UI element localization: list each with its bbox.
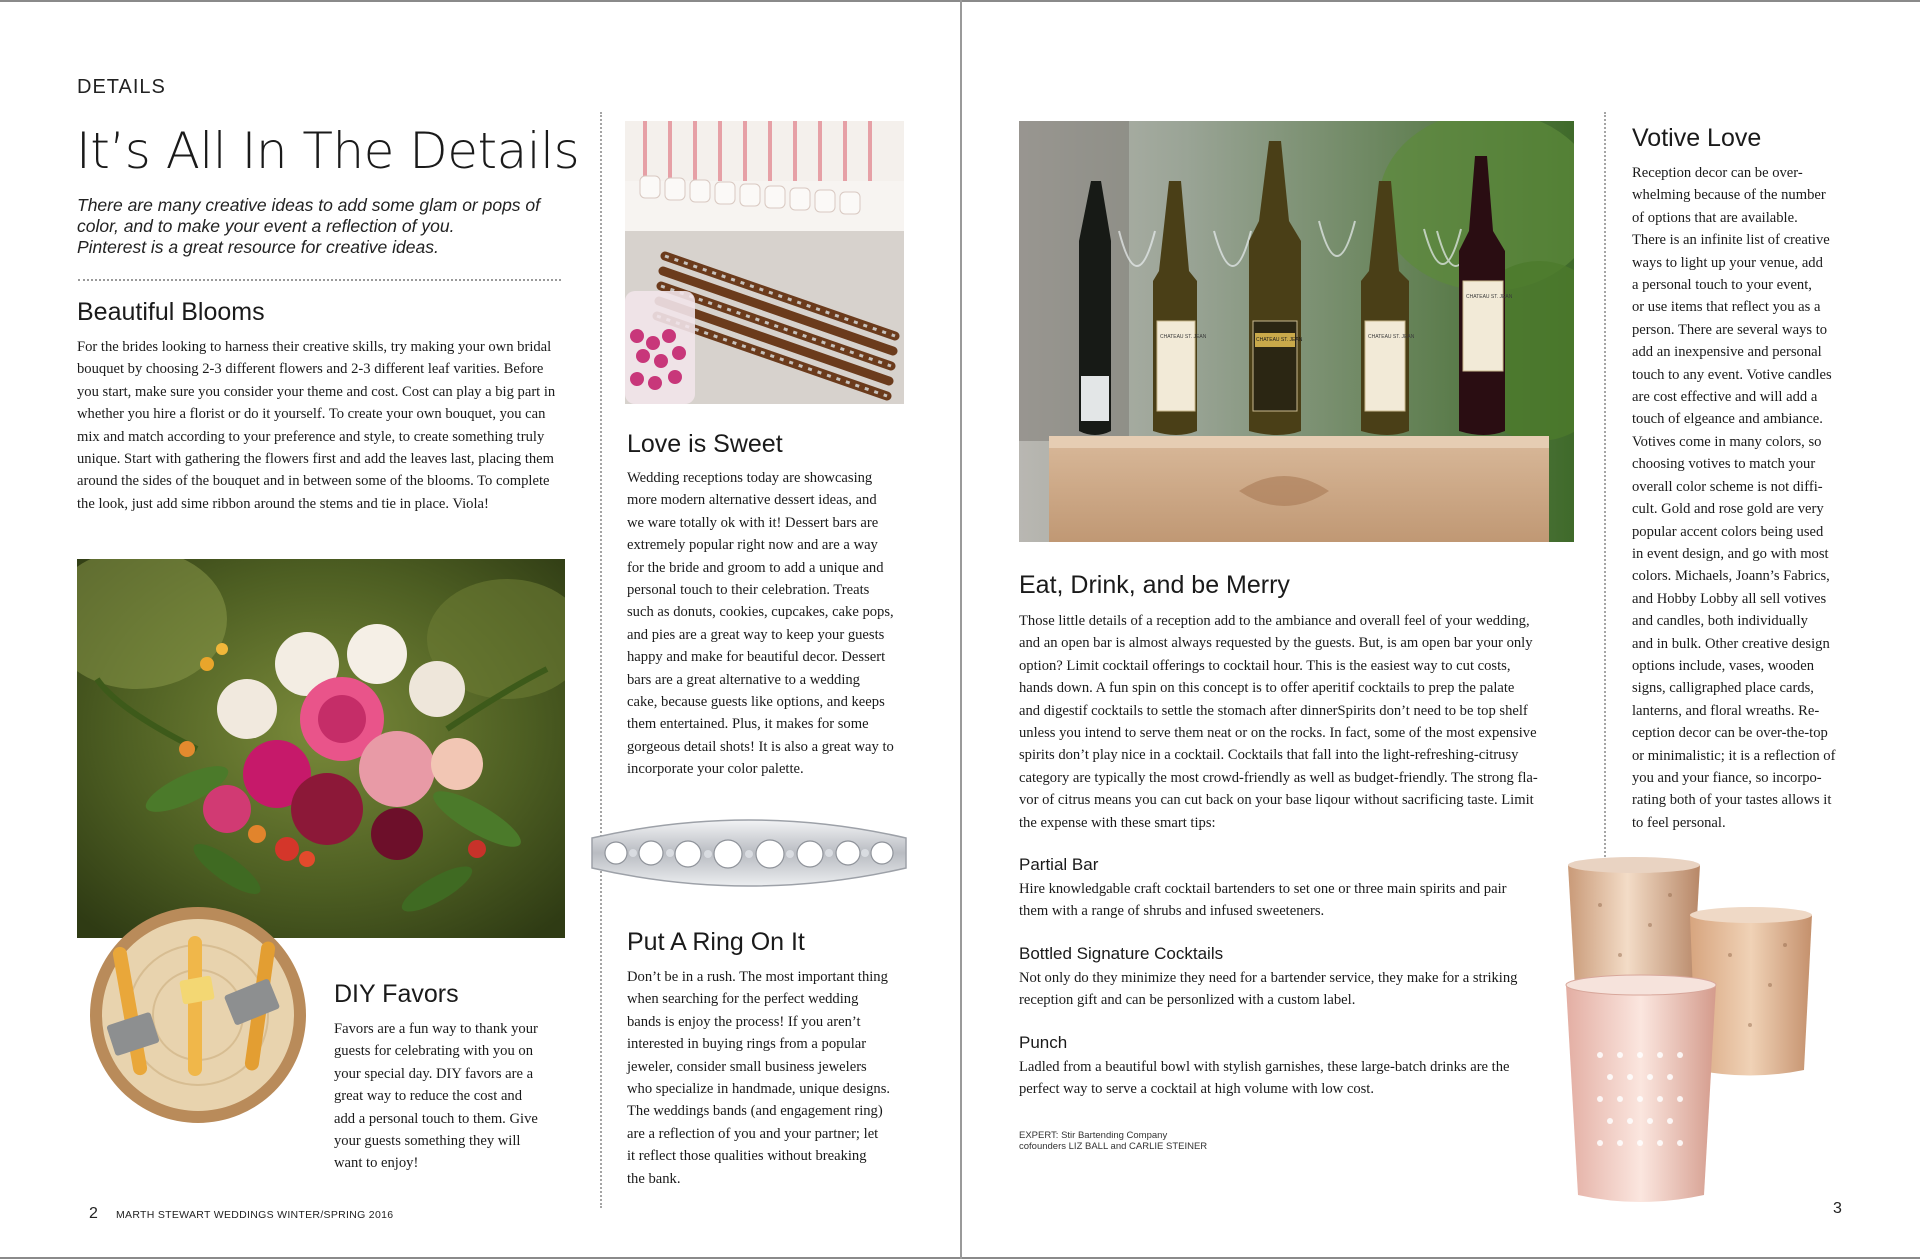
wine-label-1: CHATEAU ST. JEAN [1160,334,1207,340]
body-line: your guests something they will [334,1133,521,1150]
body-line: are a reflection of you and your partner; let [627,1125,879,1142]
body-line: add an inexpensive and personal [1632,344,1822,361]
body-line: option? Limit cocktail offerings to cocktail hour. This is the easiest way to cut costs, [1019,657,1511,674]
wine-label-2: CHATEAU ST. JEAN [1256,337,1303,343]
body-line: unless you intend to serve them neat or on the rocks. In fact, some of the most expensive [1019,725,1537,742]
body-line: it reflect those qualities without breaking [627,1148,867,1165]
honey-favors-photo [88,906,308,1124]
section-label: DETAILS [77,76,166,98]
body-line: bands is enjoy the process! If you aren’t [627,1013,861,1030]
body-line: or use items that reflect you as a [1632,299,1821,316]
favors-body [334,1018,538,1175]
body-line: popular accent colors being used [1632,523,1824,540]
body-line: mix and match according to your preference and style, to create something truly [77,428,545,445]
expert-credit [1019,1130,1207,1152]
wine-label-3: CHATEAU ST. JEAN [1368,334,1415,340]
credit-line: cofounders LIZ BALL and CARLIE STEINER [1019,1141,1208,1152]
body-line: vor of citrus means you can cut back on your base liqour without sacrificing taste. Limit [1019,792,1534,809]
page-title: It’s All In The Details [76,122,580,180]
intro-deck [77,195,540,258]
body-line: and pies are a great way to keep your guests [627,626,885,643]
body-line: whelming because of the number [1632,187,1826,204]
body-line: lanterns, and floral wreaths. Re- [1632,702,1820,719]
dessert-bar-photo [625,121,904,404]
page-number-left: 2 [89,1205,98,1222]
body-line: you and your fiance, so incorpo- [1632,769,1822,786]
body-line: or minimalistic; it is a reflection of [1632,747,1836,764]
deck-line: There are many creative ideas to add some glam or pops of [77,195,541,215]
body-line: who specialize in handmade, unique designs. [627,1081,891,1098]
blooms-body [77,336,555,515]
body-line: person. There are several ways to [1632,321,1828,338]
column-rule [600,112,602,1208]
body-line: Reception decor can be over- [1632,165,1803,181]
body-line: Wedding receptions today are showcasing [627,470,873,486]
body-line: guests for celebrating with you on [334,1043,533,1060]
blooms-heading: Beautiful Blooms [77,298,265,326]
body-line: spirits don’t play nice in a cocktail. Cocktails that fall into the light-refreshing-citrusy [1019,747,1519,764]
body-line: to feel personal. [1632,814,1726,831]
body-line: personal touch to their celebration. Treats [627,582,870,599]
body-line: For the brides looking to harness their creative skills, try making your own bridal [77,339,552,355]
wine-bottles-photo [1019,121,1574,542]
dotted-divider [78,279,561,281]
ring-body [627,966,890,1190]
body-line: ception decor can be over-the-top [1632,725,1828,742]
body-line: want to enjoy! [334,1155,419,1172]
body-line: Don’t be in a rush. The most important thing [627,969,888,985]
body-line: The weddings bands (and engagement ring) [627,1103,883,1120]
body-line: of options that are available. [1632,209,1798,226]
body-line: perfect way to serve a cocktail at high volume with low cost. [1019,1081,1375,1098]
deck-line: color, and to make your event a reflection of you. [77,216,455,236]
body-line: and digestif cocktails to settle the stomach after dinnerSpirits don’t need to be top shelf [1019,702,1528,719]
body-line: in event design, and go with most [1632,545,1829,562]
body-line: around the sides of the bouquet and in between some of the blooms. To complete [77,473,550,490]
body-line: touch of elgeance and ambiance. [1632,411,1823,428]
body-line: when searching for the perfect wedding [627,991,859,1008]
body-line: we ware totally ok with it! Dessert bars are [627,514,879,531]
body-line: the bank. [627,1170,681,1187]
body-line: are cost effective and will add a [1632,389,1818,406]
body-line: and candles, both individually [1632,613,1808,630]
body-line: happy and make for beautiful decor. Dessert [627,649,886,666]
body-line: and an open bar is almost always requested by the guests. But, is am open bar your only [1019,635,1533,652]
body-line: rating both of your tastes allows it [1632,792,1832,809]
tip-body [1019,878,1507,923]
page-fold [960,0,962,1259]
body-line: Ladled from a beautiful bowl with stylish garnishes, these large-batch drinks are the [1019,1059,1510,1075]
body-line: Votives come in many colors, so [1632,433,1822,450]
body-line: hands down. A fun spin on this concept is to offer aperitif cocktails to prep the palate [1019,680,1515,697]
body-line: incorporate your color palette. [627,761,804,778]
wine-label-4: CHATEAU ST. JEAN [1466,294,1513,300]
body-line: choosing votives to match your [1632,456,1816,473]
bouquet-photo [77,559,565,938]
body-line: cult. Gold and rose gold are very [1632,501,1824,518]
body-line: a personal touch to your event, [1632,277,1812,294]
body-line: you start, make sure you consider your theme and cost. Cost can play a big part in [77,383,556,400]
body-line: great way to reduce the cost and [334,1088,523,1105]
page-number-right: 3 [1833,1200,1842,1217]
merry-heading: Eat, Drink, and be Merry [1019,571,1290,599]
body-line: add a personal touch to them. Give [334,1110,538,1127]
body-line: and Hobby Lobby all sell votives [1632,590,1827,607]
ring-photo [586,808,912,896]
body-line: reception gift and can be personlized with a custom label. [1019,992,1356,1009]
votive-heading: Votive Love [1632,124,1762,152]
body-line: extremely popular right now and are a way [627,537,878,554]
favors-heading: DIY Favors [334,980,459,1008]
body-line: colors. Michaels, Joann’s Fabrics, [1632,568,1830,585]
body-line: them entertained. Plus, it makes for some [627,716,869,733]
body-line: There is an infinite list of creative [1632,232,1830,249]
body-line: bouquet by choosing 2-3 different flowers and 2-3 different leaf varities. Before [77,361,544,378]
body-line: jeweler, consider small business jewelers [627,1058,867,1075]
ring-heading: Put A Ring On It [627,928,805,956]
body-line: them with a range of shrubs and infused sweeteners. [1019,903,1325,920]
body-line: more modern alternative dessert ideas, and [627,492,877,509]
body-line: whether you hire a florist or do it yourself. To create your own bouquet, you can [77,406,546,423]
credit-line: EXPERT: Stir Bartending Company [1019,1130,1168,1141]
body-line: and in bulk. Other creative design [1632,635,1830,652]
body-line: Not only do they minimize they need for a bartender service, they make for a striking [1019,970,1518,986]
running-footer: MARTH STEWART WEDDINGS WINTER/SPRING 2016 [116,1209,394,1221]
body-line: such as donuts, cookies, cupcakes, cake pops, [627,604,894,621]
body-line: Hire knowledgable craft cocktail bartenders to set one or three main spirits and pair [1019,881,1507,897]
body-line: for the bride and groom to add a unique and [627,559,884,576]
body-line: gorgeous detail shots! It is also a great way to [627,738,894,755]
body-line: touch to any event. Votive candles [1632,366,1832,383]
body-line: interested in buying rings from a popular [627,1036,867,1053]
tip-body [1019,1056,1510,1101]
body-line: overall color scheme is not diffi- [1632,478,1823,495]
deck-line: Pinterest is a great resource for creative ideas. [77,237,439,257]
votive-holders-photo [1560,855,1815,1210]
votive-body [1632,162,1835,834]
tip-body [1019,967,1517,1012]
body-line: options include, vases, wooden [1632,657,1814,674]
column-rule [1604,112,1606,860]
body-line: cake, because guests like options, and keeps [627,694,885,711]
tip-heading: Partial Bar [1019,855,1099,874]
body-line: ways to light up your venue, add [1632,254,1823,271]
tip-heading: Bottled Signature Cocktails [1019,944,1224,963]
sweet-body [627,467,894,781]
tip-heading: Punch [1019,1033,1068,1052]
body-line: the expense with these smart tips: [1019,814,1216,831]
body-line: category are typically the most crowd-friendly as well as budget-friendly. The strong fla- [1019,769,1538,786]
merry-body [1019,610,1538,834]
sweet-heading: Love is Sweet [627,430,783,458]
body-line: signs, calligraphed place cards, [1632,680,1814,697]
body-line: Favors are a fun way to thank your [334,1021,538,1037]
body-line: bars are a great alternative to a wedding [627,671,860,688]
body-line: your special day. DIY favors are a [334,1065,534,1082]
body-line: Those little details of a reception add to the ambiance and overall feel of your wedding, [1019,613,1530,629]
body-line: the look, just add sime ribbon around the stems and tie in place. Viola! [77,495,489,512]
body-line: unique. Start with gathering the flowers first and add the leaves last, placing them [77,451,555,468]
